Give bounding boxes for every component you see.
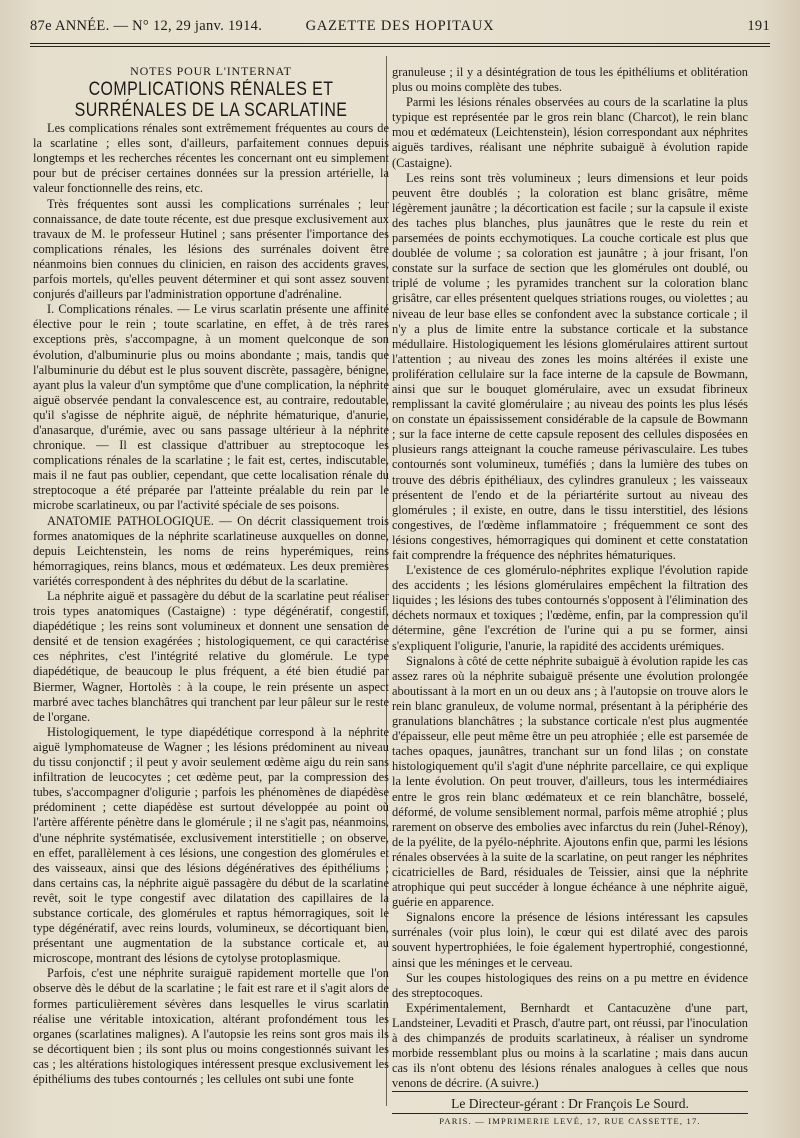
printer-imprint: PARIS. — IMPRIMERIE LEVÉ, 17, RUE CASSETTE, 17. [439, 1116, 701, 1127]
paragraph: Les complications rénales sont extrêmement fréquentes au cours de la scarlatine ; elles sont, d'ailleurs, parfaitement connues depuis longtemps et les recherches récentes les concernant ont eu simplement pour but de préciser certaines données sur la pression artérielle, la valeur fonctionnelle des reins, etc. [33, 121, 389, 196]
paragraph: I. Complications rénales. — Le virus scarlatin présente une affinité élective pour le rein ; toute scarlatine, en effet, à de très rares exceptions près, s'accompagne, à un moment quelconque de son évolution, d'albuminurie plus ou moins abondante ; mais, tandis que l'albuminurie du début est le plus souvent discrète, passagère, bénigne, ayant plus la valeur d'un symptôme que d'une complication, la néphrite aiguë observée pendant la convalescence est, au contraire, redoutable, qu'il s'agisse de néphrite aiguë, de néphrite hématurique, d'anurie, d'anasarque, d'urémie, avec ou sans passage ultérieur à la néphrite chronique. — Il est classique d'attribuer au streptocoque les complications rénales de la scarlatine ; le fait est, certes, indiscutable, mais il ne faut pas oublier, cependant, que cette localisation rénale du streptocoque a été préparée par l'atteinte préalable du rein par le microbe scarlatineux, ou par l'activité spéciale de ses poisons. [33, 302, 389, 513]
left-column [33, 64, 389, 1087]
paragraph: Très fréquentes sont aussi les complications surrénales ; leur connaissance, de date toute récente, est due presque exclusivement aux travaux de M. le professeur Hutinel ; sans présenter l'importance des complications rénales, les lésions des surrénales doivent être néanmoins bien connues du clinicien, en raison des accidents graves, parfois mortels, qu'elles peuvent déterminer et qui sont assez souvent conjurés d'ailleurs par l'administration opportune d'adrénaline. [33, 196, 389, 302]
header-rule-top [30, 43, 770, 44]
managing-director: Le Directeur-gérant : Dr François Le Sourd. [392, 1091, 748, 1114]
paragraph: Parmi les lésions rénales observées au cours de la scarlatine la plus typique est représentée par le gros rein blanc (Charcot), le rein blanc mou et œdémateux (Leichtenstein), lésion correspondant aux néphrites aiguës tardives, réalisant une néphrite subaiguë à évolution rapide (Castaigne). [392, 95, 748, 170]
article-title: COMPLICATIONS RÉNALES ET SURRÉNALES DE LA SCARLATINE [74, 79, 348, 122]
paragraph: L'existence de ces glomérulo-néphrites explique l'évolution rapide des accidents ; les lésions glomérulaires empêchent la filtration des liquides ; les lésions des tubes contournés s'opposent à l'élimination des déchets normaux et toxiques ; l'œdème, enfin, par la compression qu'il détermine, gêne l'excrétion de l'urine qui a pu se former, ainsi s'expliquent l'oligurie, l'anurie, la rapidité des accidents urémiques. [392, 563, 748, 653]
paragraph: Expérimentalement, Bernhardt et Cantacuzène d'une part, Landsteiner, Levaditi et Prasch, d'autre part, ont réussi, par l'inoculation à des chimpanzés de produits scarlatineux, à réaliser un syndrome morbide ressemblant plus ou moins à la scarlatine ; mais dans aucun cas ils n'ont obtenu des lésions rénales analogues à celles que nous venons de décrire. (A suivre.) [392, 1000, 748, 1091]
section-label: NOTES POUR L'INTERNAT [130, 64, 292, 78]
issue-info: 87e ANNÉE. — N° 12, 29 janv. 1914. [30, 18, 263, 34]
journal-title: GAZETTE DES HOPITAUX [305, 18, 495, 34]
paragraph: Parfois, c'est une néphrite suraiguë rapidement mortelle que l'on observe dès le début de la scarlatine ; le fait est rare et il s'agit alors de formes particulièrement sévères dans lesquelles le virus scarlatin réalise une véritable intoxication, altérant profondément tous les organes (scarlatines malignes). A l'autopsie les reins sont gros mais ils se décortiquent bien ; ils sont plus ou moins congestionnés suivant les cas ; les altérations histologiques intéressent presque exclusivement les épithéliums des tubes contournés ; les cellules ont subi une fonte [33, 966, 389, 1086]
right-column [392, 65, 748, 1130]
paragraph: Signalons encore la présence de lésions intéressant les capsules surrénales (voir plus loin), le cœur qui est dilaté avec des parois souvent hypertrophiées, le foie également hypertrophié, congestionné, ainsi que les méninges et le cerveau. [392, 910, 748, 970]
paragraph: Les reins sont très volumineux ; leurs dimensions et leur poids peuvent être doublés ; la coloration est blanc grisâtre, même légèrement jaunâtre ; la décortication est facile ; sur la capsule il existe des taches plus blanches, plus jaunâtres que le reste du rein et parsemées de points ecchymotiques. La couche corticale est plus que doublée de volume ; sa coloration est jaunâtre ; à jour frisant, l'on constate sur la surface de section que les glomérules ont doublé, ou triplé de volume ; les pyramides tranchent sur la coloration blanc grisâtre, car elles présentent quelques striations rouges, ou violettes ; au niveau de leur base elles se confondent avec la substance corticale ; il n'y a plus de limite entre la substance corticale et la substance médullaire. Histologiquement les lésions glomérulaires attirent surtout l'attention ; au niveau des zones les moins altérées il existe une prolifération cellulaire sur la face interne de la capsule de Bowmann, ainsi que sur le bouquet glomérulaire, avec un exsudat fibrineux remplissant la cavité glomérulaire ; au niveau des points les plus lésés on constate un épaississement considérable de la capsule de Bowmann ; sur la face interne de cette capsule reposent des cellules disposées en plusieurs rangs atteignant la couche rameuse périvasculaire. Les tubes contournés sont volumineux, tuméfiés ; dans la lumière des tubes on trouve des débris épithéliaux, des cylindres granuleux ; les vaisseaux présentent de l'endo et de la périartérite surtout au niveau des glomérules ; il existe, en outre, dans le tissu interstitiel, des lésions congestives, de l'œdème inflammatoire ; fréquemment ce sont des lésions congestives, hémorragiques qui dominent et cette constatation fait comprendre la fréquence des néphrites hématuriques. [392, 170, 748, 562]
page-number: 191 [747, 18, 770, 34]
paragraph: ANATOMIE PATHOLOGIQUE. — On décrit classiquement trois formes anatomiques de la néphrite scarlatineuse auxquelles on donne, depuis Leichtenstein, les noms de reins hyperémiques, reins hémorragiques, reins blancs, mous et œdémateux. Les deux premières variétés correspondent à des néphrites du début de la scarlatine. [33, 513, 389, 588]
paragraph: Signalons à côté de cette néphrite subaiguë à évolution rapide les cas assez rares où la néphrite subaiguë présente une évolution prolongée aboutissant à la mort en un ou deux ans ; à l'autopsie on trouve alors le rein blanc granuleux, de volume normal, présentant à la périphérie des granulations blanchâtres ; la substance corticale n'est plus augmentée d'épaisseur, elle peut même être un peu atrophiée ; elle est parsemée de taches opaques, jaunâtres, tranchant sur un fond lilas ; on constate histologiquement qu'il s'agit d'une néphrite parcellaire, ce qui explique la lente évolution. On peut trouver, d'ailleurs, tous les intermédiaires entre le gros rein blanc œdémateux et ce rein blanchâtre, bosselé, déformé, de volume sensiblement normal, parfois même atrophié ; plus rarement on observe des embolies avec infarctus du rein (Juhel-Rénoy), de la pyélite, de la pyélo-néphrite. Ajoutons enfin que, parmi les lésions rénales observées à la suite de la scarlatine, on peut ranger les néphrites cicatricielles de Bard, résiduales de Teissier, ainsi que la néphrite atrophique qui peut succéder à longue échéance à une néphrite aiguë, guérie en apparence. [392, 653, 748, 910]
header-rule-bottom [30, 46, 770, 47]
running-header [30, 18, 770, 40]
paragraph: granuleuse ; il y a désintégration de tous les épithéliums et oblitération plus ou moins complète des tubes. [392, 65, 748, 95]
paragraph: Histologiquement, le type diapédétique correspond à la néphrite aiguë lymphomateuse de Wagner ; les lésions prédominent au niveau du tissu conjonctif ; il peut y avoir seulement œdème aigu du rein sans infiltration de leucocytes ; cet œdème peut, par la compression des tubes, s'accompagner d'oligurie ; parfois les phénomènes de diapédèse prédominent ; cette diapédèse est surtout développée au point où l'artère afférente pénètre dans le glomérule ; il ne s'agit pas, néanmoins, d'une néphrite systématisée, exclusivement interstitielle ; on observe, en effet, parallèlement à ces lésions, une congestion des glomérules et des vaisseaux, ainsi que des lésions dégénératives des épithéliums ; dans certains cas, la néphrite aiguë passagère du début de la scarlatine revêt, soit le type congestif avec dilatation des capillaires de la substance corticale, des glomérules et raptus hémorragiques, soit le type dégénératif, avec reins lourds, volumineux, se décortiquant bien, présentant une augmentation de la substance corticale et, au microscope, montrant des lésions de cytolyse protoplasmique. [33, 724, 389, 966]
paragraph: Sur les coupes histologiques des reins on a pu mettre en évidence des streptocoques. [392, 970, 748, 1000]
paragraph: La néphrite aiguë et passagère du début de la scarlatine peut réaliser trois types anatomiques (Castaigne) : type dégénératif, congestif, diapédétique ; les reins sont volumineux et donnent une sensation de densité et de tension exagérées ; histologiquement, ce qui caractérise ces néphrites, c'est l'intégrité relative du glomérule. Le type diapédétique, de beaucoup le plus fréquent, a été bien étudié par Biermer, Wagner, Hortolès : à la coupe, le rein présente un aspect marbré avec taches blanchâtres qui tranchent par leur pâleur sur le reste de l'organe. [33, 589, 389, 724]
